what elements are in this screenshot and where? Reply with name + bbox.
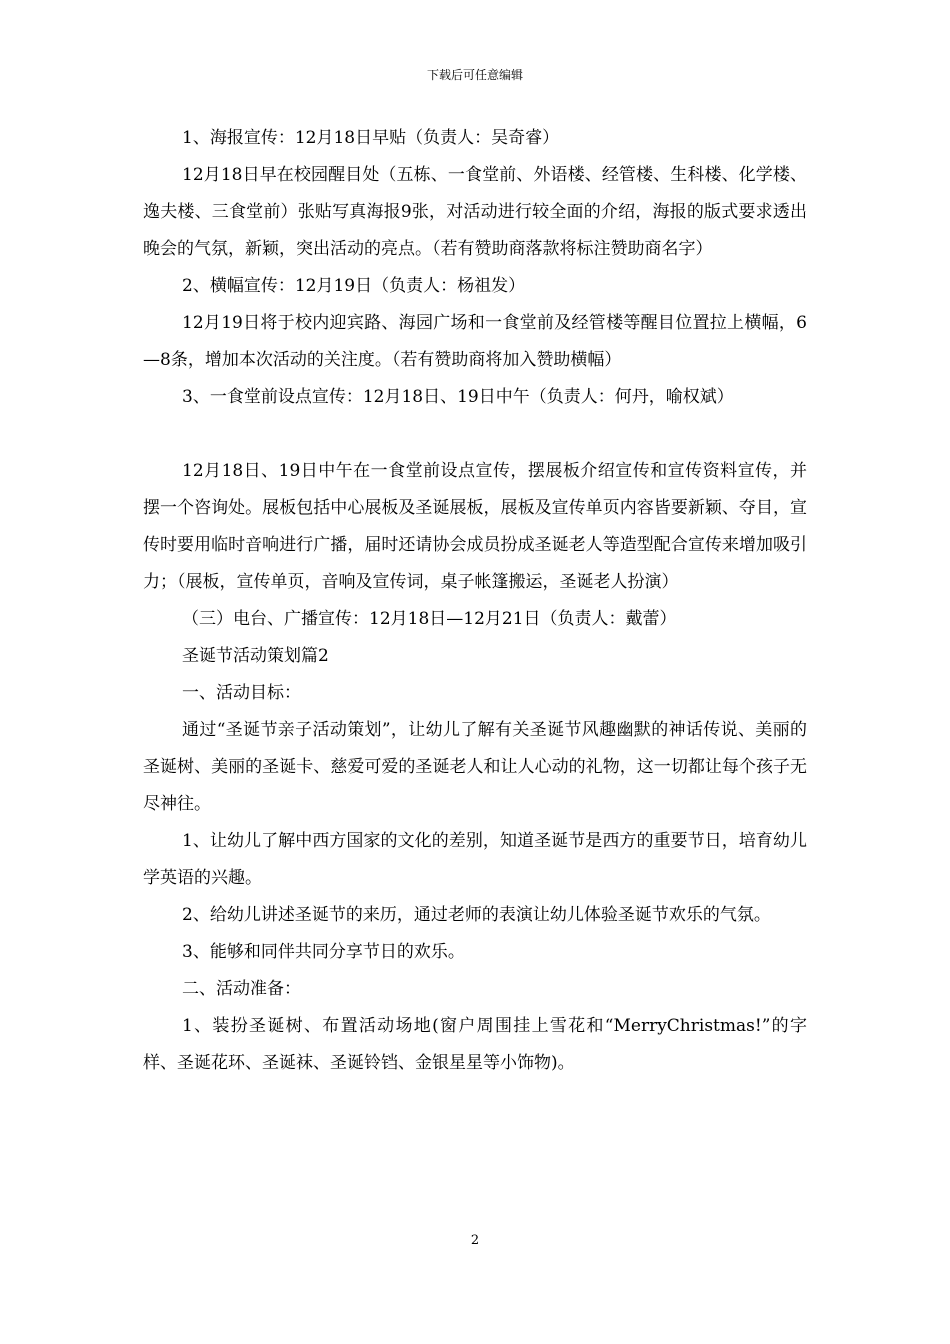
- paragraph-goal-1: 1、让幼儿了解中西方国家的文化的差别，知道圣诞节是西方的重要节日，培育幼儿学英语的兴趣。: [143, 831, 807, 888]
- paragraph-radio-promo: （三）电台、广播宣传：12月18日—12月21日（负责人：戴蕾）: [182, 609, 677, 629]
- paragraph-poster-promo: 1、海报宣传：12月18日早贴（负责人：吴奇睿）: [182, 128, 560, 148]
- heading-activity-goals: 一、活动目标：: [182, 683, 301, 703]
- paragraph-preparation-1: 1、装扮圣诞树、布置活动场地(窗户周围挂上雪花和“MerryChristmas!”的字样、圣诞花环、圣诞袜、圣诞铃铛、金银星星等小饰物)。: [143, 1016, 807, 1073]
- heading-activity-preparation: 二、活动准备：: [182, 979, 301, 999]
- paragraph-canteen-booth-details: 12月18日、19日中午在一食堂前设点宣传，摆展板介绍宣传和宣传资料宣传，并摆一个咨询处。展板包括中心展板及圣诞展板，展板及宣传单页内容皆要新颖、夺目，宣传时要用临时音响进行广播，届时还请协会成员扮成圣诞老人等造型配合宣传来增加吸引力；（展板，宣传单页，音响及宣传词，桌子帐篷搬运，圣诞老人扮演）: [143, 461, 807, 592]
- section-title-plan-2: 圣诞节活动策划篇2: [182, 646, 329, 666]
- paragraph-poster-details: 12月18日早在校园醒目处（五栋、一食堂前、外语楼、经管楼、生科楼、化学楼、逸夫楼、三食堂前）张贴写真海报9张，对活动进行较全面的介绍，海报的版式要求透出晚会的气氛，新颖，突出活动的亮点。（若有赞助商落款将标注赞助商名字）: [143, 165, 807, 259]
- paragraph-goals-intro: 通过“圣诞节亲子活动策划”，让幼儿了解有关圣诞节风趣幽默的神话传说、美丽的圣诞树、美丽的圣诞卡、慈爱可爱的圣诞老人和让人心动的礼物，这一切都让每个孩子无尽神往。: [143, 720, 807, 814]
- page-header: 下载后可任意编辑: [426, 68, 523, 82]
- paragraph-goal-2: 2、给幼儿讲述圣诞节的来历，通过老师的表演让幼儿体验圣诞节欢乐的气氛。: [182, 905, 771, 925]
- page-number: 2: [470, 1233, 480, 1248]
- paragraph-banner-details: 12月19日将于校内迎宾路、海园广场和一食堂前及经管楼等醒目位置拉上横幅，6—8条，增加本次活动的关注度。（若有赞助商将加入赞助横幅）: [143, 313, 807, 370]
- paragraph-canteen-booth: 3、一食堂前设点宣传：12月18日、19日中午（负责人：何丹，喻权斌）: [182, 387, 734, 407]
- document-body: [143, 120, 807, 1082]
- blank-line: [143, 416, 807, 453]
- paragraph-goal-3: 3、能够和同伴共同分享节日的欢乐。: [182, 942, 465, 962]
- paragraph-banner-promo: 2、横幅宣传：12月19日（负责人：杨祖发）: [182, 276, 526, 296]
